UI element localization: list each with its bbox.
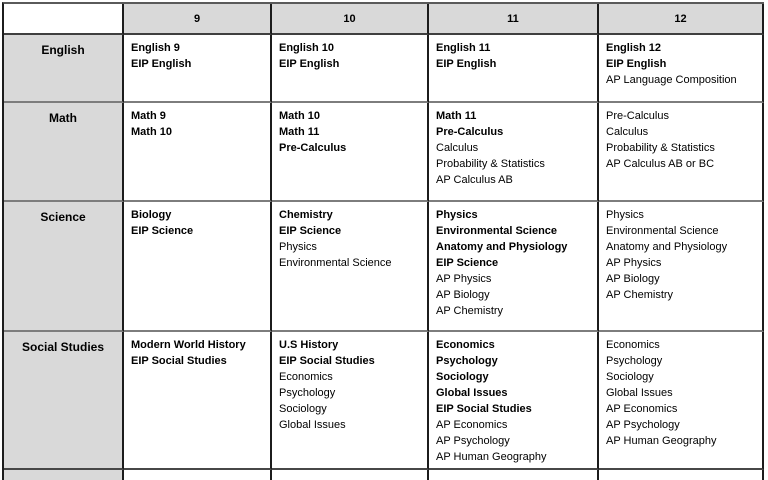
course-item: AP Economics	[606, 403, 678, 415]
course-item: AP Biology	[606, 273, 660, 285]
course-item: Psychology	[606, 355, 663, 367]
cell-science-grade-12	[599, 202, 764, 332]
corner-cell	[4, 4, 124, 35]
course-item: Pre-Calculus	[436, 126, 504, 138]
subject-label-science: Science	[4, 202, 124, 332]
partial-row-cell-grade-10	[272, 470, 429, 480]
course-item: U.S History	[279, 339, 339, 351]
course-item: Modern World History	[131, 339, 246, 351]
course-item: English 9	[131, 42, 180, 54]
course-item: AP Calculus AB or BC	[606, 158, 715, 170]
partial-row-cell-grade-12	[599, 470, 764, 480]
cell-science-grade-11	[429, 202, 599, 332]
course-item: Environmental Science	[279, 257, 392, 269]
course-item: AP Human Geography	[606, 435, 717, 447]
course-item: Economics	[436, 339, 495, 351]
subject-label-social-studies: Social Studies	[4, 332, 124, 470]
course-item: Probability & Statistics	[436, 158, 545, 170]
course-item: EIP English	[436, 58, 497, 70]
course-item: Sociology	[606, 371, 654, 383]
course-item: English 10	[279, 42, 335, 54]
course-item: Psychology	[279, 387, 336, 399]
course-item: AP Human Geography	[436, 451, 547, 463]
course-item: Global Issues	[436, 387, 508, 399]
course-item: Psychology	[436, 355, 498, 367]
course-item: AP Calculus AB	[436, 174, 513, 186]
course-item: Anatomy and Physiology	[436, 241, 568, 253]
course-item: Environmental Science	[436, 225, 558, 237]
course-item: AP Chemistry	[436, 305, 504, 317]
course-item: Biology	[131, 209, 172, 221]
course-item: Anatomy and Physiology	[606, 241, 728, 253]
cell-social-studies-grade-10	[272, 332, 429, 470]
cell-science-grade-9	[124, 202, 272, 332]
cell-english-grade-12	[599, 35, 764, 103]
grade-header-12: 12	[599, 4, 764, 35]
partial-row-cell-grade-9	[124, 470, 272, 480]
partial-row-label-cell	[4, 470, 124, 480]
course-item: Math 11	[279, 126, 320, 138]
course-item: English 11	[436, 42, 491, 54]
course-item: Pre-Calculus	[279, 142, 347, 154]
course-item: English 12	[606, 42, 662, 54]
course-offerings-table	[2, 2, 764, 480]
course-item: AP Economics	[436, 419, 508, 431]
course-item: Environmental Science	[606, 225, 719, 237]
course-item: Physics	[606, 209, 644, 221]
course-item: Physics	[279, 241, 317, 253]
cell-math-grade-12	[599, 103, 764, 202]
subject-label-math: Math	[4, 103, 124, 202]
cell-math-grade-11	[429, 103, 599, 202]
course-item: Calculus	[606, 126, 649, 138]
course-item: AP Chemistry	[606, 289, 674, 301]
course-item: EIP English	[279, 58, 340, 70]
course-item: Sociology	[279, 403, 327, 415]
partial-row-cell-grade-11	[429, 470, 599, 480]
grade-header-9: 9	[124, 4, 272, 35]
course-item: Global Issues	[279, 419, 346, 431]
course-item: Chemistry	[279, 209, 333, 221]
course-item: Math 11	[436, 110, 477, 122]
course-item: EIP Science	[131, 225, 194, 237]
grade-header-11: 11	[429, 4, 599, 35]
course-item: Economics	[279, 371, 333, 383]
course-item: Sociology	[436, 371, 489, 383]
cell-math-grade-9	[124, 103, 272, 202]
course-item: EIP Social Studies	[131, 355, 227, 367]
course-item: Probability & Statistics	[606, 142, 715, 154]
cell-social-studies-grade-11	[429, 332, 599, 470]
course-item: Global Issues	[606, 387, 673, 399]
course-item: AP Biology	[436, 289, 490, 301]
cell-social-studies-grade-12	[599, 332, 764, 470]
cell-science-grade-10	[272, 202, 429, 332]
course-item: EIP English	[606, 58, 667, 70]
course-item: Calculus	[436, 142, 479, 154]
course-item: Math 10	[131, 126, 172, 138]
course-item: AP Physics	[606, 257, 662, 269]
grade-header-10: 10	[272, 4, 429, 35]
course-item: AP Language Composition	[606, 74, 737, 86]
course-item: EIP Social Studies	[279, 355, 375, 367]
course-item: EIP Science	[279, 225, 342, 237]
course-item: EIP Science	[436, 257, 499, 269]
course-item: AP Physics	[436, 273, 492, 285]
course-item: AP Psychology	[606, 419, 680, 431]
course-item: Physics	[436, 209, 478, 221]
subject-label-english: English	[4, 35, 124, 103]
cell-english-grade-10	[272, 35, 429, 103]
cell-english-grade-9	[124, 35, 272, 103]
course-item: EIP Social Studies	[436, 403, 532, 415]
course-item: Economics	[606, 339, 660, 351]
course-item: EIP English	[131, 58, 192, 70]
course-item: Math 10	[279, 110, 320, 122]
cell-math-grade-10	[272, 103, 429, 202]
course-item: AP Psychology	[436, 435, 510, 447]
course-item: Math 9	[131, 110, 166, 122]
course-item: Pre-Calculus	[606, 110, 669, 122]
cell-english-grade-11	[429, 35, 599, 103]
cell-social-studies-grade-9	[124, 332, 272, 470]
